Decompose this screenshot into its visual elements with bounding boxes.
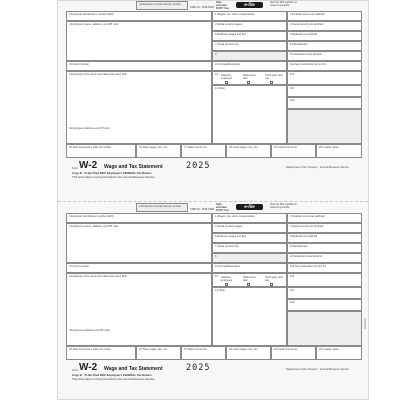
box19-label: 19 Local income tax: [274, 348, 298, 351]
box12d-label: 12d: [290, 99, 295, 102]
box17-label: 17 State income tax: [184, 348, 207, 351]
employer-box[interactable]: [66, 21, 212, 61]
box12c-label: 12c: [290, 289, 295, 292]
box1-label: 1 Wages, tips, other compensation: [215, 215, 255, 218]
ssn-box[interactable]: [136, 1, 188, 10]
copy-b-rest: - To Be Filed With Employee's FEDERAL Tax Return.: [82, 373, 153, 377]
thirdparty-checkbox[interactable]: [270, 81, 273, 84]
blank-area: [287, 311, 362, 346]
box4-label: 4 Social security tax withheld: [290, 225, 324, 228]
retirement-checkbox[interactable]: [247, 283, 250, 286]
box4[interactable]: [287, 21, 362, 31]
box8[interactable]: [287, 41, 362, 51]
box16[interactable]: [136, 346, 181, 360]
omb-number: OMB No. 1545-0008: [190, 208, 214, 211]
retirement-checkbox[interactable]: [247, 81, 250, 84]
box5[interactable]: [212, 233, 287, 243]
box12b-label: 12b: [290, 73, 295, 76]
box17[interactable]: [181, 346, 226, 360]
w2-form-upper: [66, 0, 362, 179]
box12a-label: 12a See instructions for box 12: [290, 63, 326, 66]
box15-label: 15 State Employer's state ID number: [69, 146, 112, 149]
box12b[interactable]: [287, 273, 362, 287]
box2-label: 2 Federal income tax withheld: [290, 13, 325, 16]
box12d-label: 12d: [290, 301, 295, 304]
w2-form-lower: [66, 202, 362, 381]
box3[interactable]: [212, 21, 287, 31]
omb-number: OMB No. 1545-0008: [190, 6, 214, 9]
box2-label: 2 Federal income tax withheld: [290, 215, 325, 218]
copy-b-label: Copy B: [72, 171, 82, 175]
box11[interactable]: [212, 263, 287, 273]
form-title: Wage and Tax Statement: [104, 366, 163, 372]
retirement-label: Retirement plan: [243, 276, 256, 282]
box13[interactable]: [212, 273, 287, 287]
thirdparty-checkbox[interactable]: [270, 283, 273, 286]
copy-b-rest: - To Be Filed With Employee's FEDERAL Tax Return.: [82, 171, 153, 175]
box12d[interactable]: [287, 299, 362, 311]
box1[interactable]: [212, 11, 287, 21]
box5[interactable]: [212, 31, 287, 41]
box16[interactable]: [136, 144, 181, 158]
box5-label: 5 Medicare wages and tips: [215, 235, 246, 238]
tax-year: 2025: [186, 161, 211, 171]
statutory-label: Statutory employee: [221, 276, 233, 282]
blank-area: [287, 109, 362, 144]
box12b[interactable]: [287, 71, 362, 85]
dept-treasury: Department of the Treasury - Internal Revenue Service: [286, 166, 350, 169]
box12d[interactable]: [287, 97, 362, 109]
box17[interactable]: [181, 144, 226, 158]
retirement-label: Retirement plan: [243, 74, 256, 80]
box6-label: 6 Medicare tax withheld: [290, 33, 318, 36]
employee-box[interactable]: [66, 273, 212, 346]
box10-label: 10 Dependent care benefits: [290, 53, 322, 56]
info-line: This information is being furnished to the Internal Revenue Service.: [72, 175, 156, 179]
tax-year: 2025: [186, 363, 211, 373]
employer-box[interactable]: [66, 223, 212, 263]
box1[interactable]: [212, 213, 287, 223]
ssn-box[interactable]: [136, 203, 188, 212]
box20[interactable]: [316, 346, 362, 360]
box10[interactable]: [287, 253, 362, 263]
box10-label: 10 Dependent care benefits: [290, 255, 322, 258]
ein-label: b Employer identification number (EIN): [69, 215, 114, 218]
box9-label: 9: [215, 53, 217, 56]
irs-visit-text: Visit the IRS website at www.irs.gov/efile: [270, 203, 297, 209]
box9: [212, 51, 287, 61]
employee-box[interactable]: [66, 71, 212, 144]
thirdparty-label: Third-party sick pay: [265, 74, 283, 80]
box12b-label: 12b: [290, 275, 295, 278]
w2-title: W-2: [79, 160, 98, 171]
w2-title: W-2: [79, 362, 98, 373]
box12a[interactable]: [287, 61, 362, 71]
box14-label: 14 Other: [215, 289, 226, 292]
control-number-label: d Control number: [69, 265, 90, 268]
statutory-checkbox[interactable]: [225, 283, 228, 286]
box9: [212, 253, 287, 263]
box7[interactable]: [212, 243, 287, 253]
box16-label: 16 State wages, tips, etc.: [139, 348, 168, 351]
box20-label: 20 Locality name: [319, 348, 339, 351]
box7[interactable]: [212, 41, 287, 51]
box15[interactable]: [66, 144, 136, 158]
box12c[interactable]: [287, 85, 362, 97]
box6[interactable]: [287, 31, 362, 41]
employer-label: c Employer's name, address, and ZIP code: [69, 225, 119, 228]
box15-label: 15 State Employer's state ID number: [69, 348, 112, 351]
box4[interactable]: [287, 223, 362, 233]
safe-label: Safe, accurate, FAST! Use: [216, 203, 229, 212]
box20[interactable]: [316, 144, 362, 158]
employee-name-label: e Employee's first name and initial Last name Suff.: [69, 275, 128, 278]
statutory-label: Statutory employee: [221, 74, 233, 80]
efile-logo: e-file: [236, 2, 263, 8]
box11-label: 11 Nonqualified plans: [215, 63, 240, 66]
box14[interactable]: [212, 287, 287, 346]
copy-b-label: Copy B: [72, 373, 82, 377]
ein-box[interactable]: [66, 213, 212, 223]
dept-treasury: Department of the Treasury - Internal Revenue Service: [286, 368, 350, 371]
box3-label: 3 Social security wages: [215, 225, 243, 228]
box12a-label: 12a See instructions for box 12: [290, 265, 326, 268]
form-word: Form: [72, 369, 79, 372]
employee-address-label: f Employee's address and ZIP code: [69, 329, 110, 332]
box14[interactable]: [212, 85, 287, 144]
box12a[interactable]: [287, 263, 362, 273]
ein-label: b Employer identification number (EIN): [69, 13, 114, 16]
box13-label: 13: [215, 275, 218, 278]
box19[interactable]: [271, 346, 316, 360]
control-number-box[interactable]: [66, 263, 212, 273]
box3[interactable]: [212, 223, 287, 233]
box8-label: 8 Allocated tips: [290, 245, 308, 248]
box11-label: 11 Nonqualified plans: [215, 265, 240, 268]
box1-label: 1 Wages, tips, other compensation: [215, 13, 255, 16]
irs-visit-text: Visit the IRS website at www.irs.gov/efile: [270, 1, 297, 7]
control-number-box[interactable]: [66, 61, 212, 71]
ein-box[interactable]: [66, 11, 212, 21]
box12c-label: 12c: [290, 87, 295, 90]
form-word: Form: [72, 167, 79, 170]
box18[interactable]: [226, 346, 271, 360]
box4-label: 4 Social security tax withheld: [290, 23, 324, 26]
side-product-code: LW2B25: [363, 318, 367, 330]
employee-name-label: e Employee's first name and initial Last name Suff.: [69, 73, 128, 76]
ssn-label: a Employee's social security number: [139, 3, 182, 6]
box8-label: 8 Allocated tips: [290, 43, 308, 46]
box16-label: 16 State wages, tips, etc.: [139, 146, 168, 149]
statutory-checkbox[interactable]: [225, 81, 228, 84]
box20-label: 20 Locality name: [319, 146, 339, 149]
box7-label: 7 Social security tips: [215, 43, 239, 46]
box19-label: 19 Local income tax: [274, 146, 298, 149]
ssn-label: a Employee's social security number: [139, 205, 182, 208]
box6[interactable]: [287, 233, 362, 243]
box8[interactable]: [287, 243, 362, 253]
control-number-label: d Control number: [69, 63, 90, 66]
box15[interactable]: [66, 346, 136, 360]
box14-label: 14 Other: [215, 87, 226, 90]
box13-label: 13: [215, 73, 218, 76]
box12c[interactable]: [287, 287, 362, 299]
employer-label: c Employer's name, address, and ZIP code: [69, 23, 119, 26]
efile-logo: e-file: [236, 204, 263, 210]
info-line: This information is being furnished to the Internal Revenue Service.: [72, 377, 156, 381]
safe-label: Safe, accurate, FAST! Use: [216, 1, 229, 10]
box3-label: 3 Social security wages: [215, 23, 243, 26]
box9-label: 9: [215, 255, 217, 258]
box6-label: 6 Medicare tax withheld: [290, 235, 318, 238]
box2[interactable]: [287, 213, 362, 223]
box19[interactable]: [271, 144, 316, 158]
box7-label: 7 Social security tips: [215, 245, 239, 248]
box11[interactable]: [212, 61, 287, 71]
box2[interactable]: [287, 11, 362, 21]
box17-label: 17 State income tax: [184, 146, 207, 149]
box18-label: 18 Local wages, tips, etc.: [229, 146, 259, 149]
employee-address-label: f Employee's address and ZIP code: [69, 127, 110, 130]
box18[interactable]: [226, 144, 271, 158]
box10[interactable]: [287, 51, 362, 61]
form-title: Wage and Tax Statement: [104, 164, 163, 170]
thirdparty-label: Third-party sick pay: [265, 276, 283, 282]
box5-label: 5 Medicare wages and tips: [215, 33, 246, 36]
box18-label: 18 Local wages, tips, etc.: [229, 348, 259, 351]
box13[interactable]: [212, 71, 287, 85]
